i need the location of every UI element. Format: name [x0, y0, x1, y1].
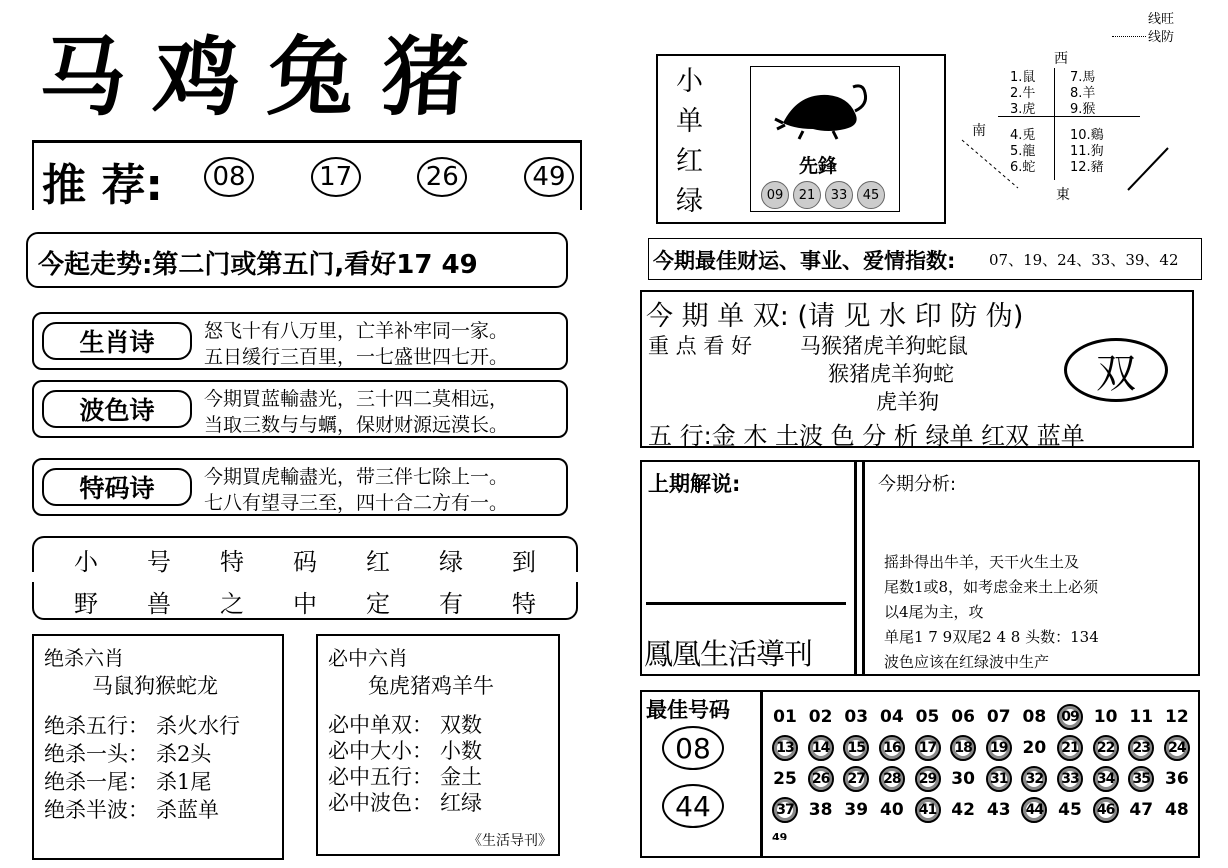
hit-source: 《生活导刊》 [468, 833, 552, 849]
number-cell: 21 [1057, 735, 1083, 761]
number-cell: 27 [843, 766, 869, 792]
poem-label: 波色诗 [42, 390, 192, 428]
analysis-line: 摇卦得出牛羊，天干火生土及 [884, 553, 1080, 571]
number-cell: 43 [986, 800, 1011, 820]
dotted-line [1112, 36, 1146, 37]
poem-line: 今期買虎輸盡光，带三伴七除上一。 [204, 466, 509, 488]
number-cell: 49 [772, 831, 788, 840]
number-cell: 01 [773, 707, 797, 727]
number-cell: 34 [1093, 766, 1119, 792]
banner-char: 绿 [439, 548, 463, 576]
side-char: 红 [676, 146, 703, 177]
zodiac-item: 3.虎 [1010, 102, 1036, 117]
banner-char: 中 [293, 590, 317, 618]
mouse-box [656, 54, 946, 224]
banner-char: 到 [512, 548, 536, 576]
kv-row [44, 740, 240, 768]
number-cell: 40 [880, 800, 904, 820]
recommend-label: 推 荐: [42, 160, 163, 211]
zodiac-item: 8.羊 [1070, 86, 1096, 101]
analysis-line: 单尾1 7 9双尾2 4 8 头数：134 [884, 628, 1099, 646]
best-box [640, 690, 1200, 858]
number-cell: 46 [1093, 797, 1119, 823]
recommend-number: 08 [204, 157, 254, 197]
number-cell: 13 [772, 735, 798, 761]
recommend-numbers [204, 157, 574, 197]
kv-key: 必中单双： [328, 713, 433, 737]
number-cell: 04 [880, 707, 904, 727]
kv-key: 绝杀半波： [44, 798, 149, 822]
kv-key: 必中五行： [328, 765, 433, 789]
banner-char: 野 [74, 590, 98, 618]
kv-row [328, 738, 482, 764]
kill-box [32, 634, 284, 860]
number-cell: 39 [844, 800, 869, 820]
number-cell: 41 [915, 797, 941, 823]
mouse-ball: 33 [825, 181, 853, 209]
kv-value: 杀2头 [156, 742, 212, 766]
number-cell: 14 [808, 735, 834, 761]
zodiac-row [1010, 70, 1104, 86]
banner-char: 兽 [147, 590, 171, 618]
kv-value: 杀蓝单 [156, 798, 219, 822]
top-right-note-1: 线旺 [1148, 12, 1175, 27]
number-cell: 03 [844, 707, 869, 727]
poem-line: 怒飞十有八万里，亡羊补牢同一家。 [204, 320, 509, 342]
prev-label: 上期解说: [648, 472, 741, 496]
poem-box [32, 312, 568, 370]
number-cell: 15 [843, 735, 869, 761]
analysis-line: 波色应该在红绿波中生产 [884, 653, 1050, 671]
analysis-line: 尾数1或8，如考虑金来土上必须 [884, 578, 1099, 596]
recommend-number: 26 [417, 157, 467, 197]
oddeven-focus-label: 重 点 看 好 [648, 334, 753, 358]
kv-row [328, 790, 482, 816]
poem-box [32, 458, 568, 516]
zodiac-item: 7.馬 [1070, 70, 1096, 85]
number-row [772, 704, 1190, 730]
number-cell: 35 [1128, 766, 1154, 792]
compass [958, 48, 1178, 208]
number-row [772, 735, 1190, 761]
number-cell: 28 [879, 766, 905, 792]
mouse-caption: 先鋒 [799, 155, 838, 177]
number-cell: 32 [1021, 766, 1047, 792]
best-label: 最佳号码 [646, 698, 730, 722]
oddeven-badge: 双 [1064, 338, 1168, 402]
number-cell: 22 [1093, 735, 1119, 761]
oddeven-line1: 马猴猪虎羊狗蛇鼠 [800, 334, 968, 358]
number-cell: 23 [1128, 735, 1154, 761]
zodiac-row [1010, 144, 1104, 160]
number-cell: 33 [1057, 766, 1083, 792]
zodiac-item: 9.猴 [1070, 102, 1096, 117]
banner-char: 号 [147, 548, 171, 576]
banner-char: 红 [366, 548, 390, 576]
number-cell: 09 [1057, 704, 1083, 730]
number-cell: 44 [1021, 797, 1047, 823]
oddeven-line3: 虎羊狗 [876, 390, 939, 414]
compass-south: 南 [972, 123, 986, 139]
side-char: 绿 [676, 186, 703, 217]
number-cell: 18 [950, 735, 976, 761]
number-cell: 37 [772, 797, 798, 823]
kv-value: 小数 [440, 739, 482, 763]
number-cell: 26 [808, 766, 834, 792]
banner-char: 特 [512, 590, 536, 618]
side-char: 单 [676, 106, 703, 137]
poem-box [32, 380, 568, 438]
zodiac-item: 5.龍 [1010, 144, 1036, 159]
poem-line: 五日缓行三百里，一七盛世四七开。 [204, 346, 509, 368]
number-cell: 07 [986, 707, 1011, 727]
number-cell: 42 [951, 800, 975, 820]
rat-icon [773, 73, 873, 143]
kv-value: 杀火水行 [156, 714, 240, 738]
oddeven-wuxing: 五 行:金 木 土波 色 分 析 绿单 红双 蓝单 [648, 422, 1085, 450]
number-cell: 31 [986, 766, 1012, 792]
recommend-number: 49 [524, 157, 574, 197]
number-cell: 38 [808, 800, 833, 820]
zodiac-row [1010, 128, 1104, 144]
number-cell: 48 [1165, 800, 1189, 820]
number-cell: 29 [915, 766, 941, 792]
best-pick: 08 [662, 726, 724, 770]
hit-animals: 兔虎猪鸡羊牛 [368, 674, 494, 698]
zodiac-item: 10.鷄 [1070, 128, 1104, 143]
kv-row [44, 768, 240, 796]
number-row [772, 766, 1190, 792]
poem-line: 七八有望寻三至，四十合二方有一。 [204, 492, 509, 514]
zodiac-item: 11.狗 [1070, 144, 1104, 159]
number-cell: 06 [951, 707, 975, 727]
page-title: 马鸡兔猪 [36, 28, 500, 128]
number-cell: 47 [1129, 800, 1154, 820]
kv-key: 绝杀五行： [44, 714, 149, 738]
kv-row [44, 796, 240, 824]
banner-row-2 [32, 582, 578, 620]
banner-char: 特 [220, 548, 244, 576]
compass-west: 西 [1054, 51, 1068, 67]
banner-char: 有 [439, 590, 463, 618]
number-cell: 11 [1129, 707, 1154, 727]
banner-row-1 [32, 536, 578, 576]
zodiac-row [1010, 102, 1104, 118]
number-row [772, 797, 1190, 823]
number-cell: 30 [951, 769, 975, 789]
number-cell: 17 [915, 735, 941, 761]
zodiac-row [1010, 160, 1104, 176]
oddeven-title: 今 期 单 双: (请 见 水 印 防 伪) [646, 301, 1024, 332]
mouse-ball: 45 [857, 181, 885, 209]
top-right-note-2: 线防 [1148, 30, 1175, 45]
mouse-panel [750, 66, 900, 212]
number-cell: 19 [986, 735, 1012, 761]
zodiac-item: 2.牛 [1010, 86, 1036, 101]
oddeven-line2: 猴猪虎羊狗蛇 [828, 362, 954, 386]
zodiac-item: 1.鼠 [1010, 70, 1036, 85]
recommend-box [32, 140, 582, 210]
trend-text: 今起走势:第二门或第五门,看好17 49 [38, 250, 478, 280]
side-char: 小 [676, 66, 703, 97]
kill-animals: 马鼠狗猴蛇龙 [92, 674, 218, 698]
banner-char: 定 [366, 590, 390, 618]
trend-box [26, 232, 568, 288]
zodiac-row [1010, 86, 1104, 102]
kv-value: 红绿 [440, 791, 482, 815]
number-cell: 36 [1165, 769, 1189, 789]
number-cell: 08 [1022, 707, 1047, 727]
poem-line: 当取三数与与蠣，保财财源远漠长。 [204, 414, 509, 436]
number-cell: 12 [1165, 707, 1189, 727]
number-cell: 02 [808, 707, 833, 727]
kv-key: 绝杀一尾： [44, 770, 149, 794]
kv-key: 绝杀一头： [44, 742, 149, 766]
cur-label: 今期分析: [878, 474, 957, 495]
mouse-ball: 21 [793, 181, 821, 209]
kv-key: 必中大小： [328, 739, 433, 763]
kv-row [328, 764, 482, 790]
fortune-label: 今期最佳财运、事业、爱情指数: [653, 249, 956, 273]
mouse-ball: 09 [761, 181, 789, 209]
number-cell: 20 [1022, 738, 1047, 758]
number-cell: 25 [773, 769, 797, 789]
kv-row [44, 712, 240, 740]
zodiac-item: 12.豬 [1070, 160, 1104, 175]
poem-label: 生肖诗 [42, 322, 192, 360]
best-pick: 44 [662, 784, 724, 828]
poem-label: 特码诗 [42, 468, 192, 506]
zodiac-item: 6.蛇 [1010, 160, 1036, 175]
kv-value: 双数 [440, 713, 482, 737]
brand: 鳳凰生活導刊 [644, 637, 813, 671]
fortune-box [648, 238, 1202, 280]
kill-title: 绝杀六肖 [44, 646, 124, 670]
hit-box [316, 634, 560, 856]
number-cell: 10 [1093, 707, 1118, 727]
hit-title: 必中六肖 [328, 646, 408, 670]
number-cell: 05 [915, 707, 940, 727]
zodiac-item: 4.兎 [1010, 128, 1036, 143]
oddeven-box [640, 290, 1194, 448]
number-cell: 16 [879, 735, 905, 761]
compass-east: 東 [1056, 187, 1070, 203]
number-cell: 24 [1164, 735, 1190, 761]
banner-char: 小 [74, 548, 98, 576]
kv-row [328, 712, 482, 738]
recommend-number: 17 [311, 157, 361, 197]
banner-char: 之 [220, 590, 244, 618]
kv-value: 金土 [440, 765, 482, 789]
analysis-line: 以4尾为主，攻 [884, 603, 984, 621]
banner-char: 码 [293, 548, 317, 576]
kv-value: 杀1尾 [156, 770, 212, 794]
poem-line: 今期買蓝輸盡光，三十四二莫相远， [204, 388, 509, 410]
number-cell: 45 [1058, 800, 1082, 820]
analysis-box [640, 460, 1200, 676]
kv-key: 必中波色： [328, 791, 433, 815]
fortune-values: 07、19、24、33、39、42 [989, 251, 1179, 269]
